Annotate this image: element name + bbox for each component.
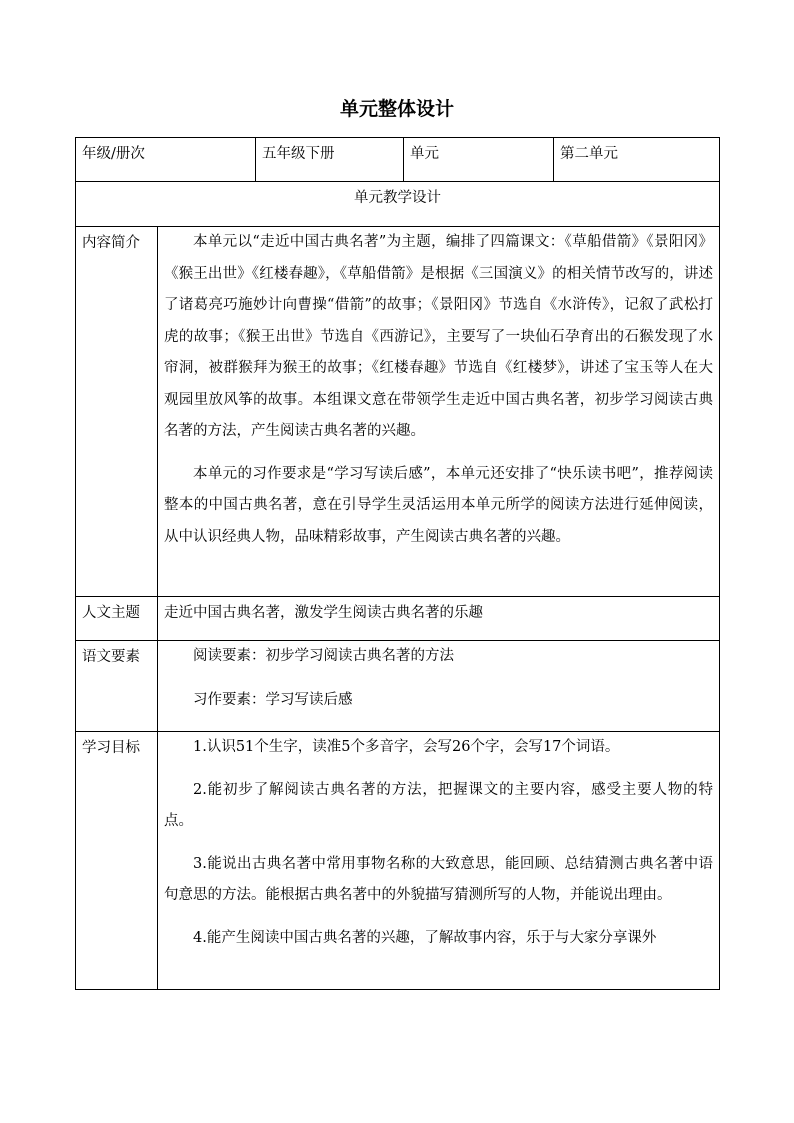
unit-value-cell [554, 138, 720, 182]
learning-goal-item: 1.认识51个生字，读准5个多音字，会写26个字，会写17个词语。 [193, 739, 620, 755]
content-intro-row [76, 227, 720, 597]
grade-value: 五年级下册 [262, 146, 335, 162]
grade-row [76, 138, 720, 182]
learning-goal-item: 2.能初步了解阅读古典名著的方法，把握课文的主要内容，感受主要人物的特点。 [164, 781, 714, 829]
unit-design-table [75, 137, 720, 990]
page-title: 单元整体设计 [339, 98, 454, 120]
content-intro-paragraph: 本单元以“走近中国古典名著”为主题，编排了四篇课文：《草船借箭》《景阳冈》《猴王出世》《红楼春趣》，《草船借箭》是根据《三国演义》的相关情节改写的，讲述了诸葛亮巧施妙计向曹操“借箭”的故事；《景阳冈》节选自《水浒传》，记叙了武松打虎的故事；《猴王出世》节选自《西游记》，主要写了一块仙石孕育出的石猴发现了水帘洞，被群猴拜为猴王的故事；《红楼春趣》节选自《红楼梦》，讲述了宝玉等人在大观园里放风筝的故事。本组课文意在带领学生走近中国古典名著，初步学习阅读古典名著的方法，产生阅读古典名著的兴趣。 [164, 234, 714, 439]
grade-label-cell [76, 138, 256, 182]
writing-element: 习作要素：学习写读后感 [193, 691, 353, 708]
humanistic-theme-label-cell [76, 597, 158, 641]
section-title-row [76, 182, 720, 227]
unit-label-cell [404, 138, 554, 182]
language-elements-text-cell [158, 641, 720, 732]
learning-goals-text-cell [158, 732, 720, 990]
humanistic-theme-label: 人文主题 [82, 605, 140, 621]
section-title-cell [76, 182, 720, 227]
humanistic-theme-row [76, 597, 720, 641]
humanistic-theme-text-cell [158, 597, 720, 641]
content-intro-label-cell [76, 227, 158, 597]
learning-goals-label-cell [76, 732, 158, 990]
content-intro-paragraph: 本单元的习作要求是“学习写读后感”，本单元还安排了“快乐读书吧”，推荐阅读整本的中国古典名著，意在引导学生灵活运用本单元所学的阅读方法进行延伸阅读，从中认识经典人物，品味精彩故事，产生阅读古典名著的兴趣。 [164, 465, 714, 545]
language-elements-row [76, 641, 720, 732]
learning-goals-label: 学习目标 [82, 740, 140, 756]
grade-label: 年级/册次 [82, 146, 145, 162]
learning-goal-item: 4.能产生阅读中国古典名著的兴趣，了解故事内容，乐于与大家分享课外 [193, 929, 657, 946]
reading-element: 阅读要素：初步学习阅读古典名著的方法 [193, 648, 454, 664]
learning-goal-item: 3.能说出古典名著中常用事物名称的大致意思，能回顾、总结猜测古典名著中语句意思的方法。能根据古典名著中的外貌描写猜测所写的人物，并能说出理由。 [164, 855, 714, 903]
unit-value: 第二单元 [560, 146, 619, 162]
humanistic-theme-text: 走近中国古典名著，激发学生阅读古典名著的乐趣 [164, 605, 483, 621]
content-intro-text-cell [158, 227, 720, 597]
language-elements-label: 语文要素 [82, 649, 140, 665]
learning-goals-row [76, 732, 720, 990]
unit-label: 单元 [410, 146, 440, 162]
section-title: 单元教学设计 [354, 190, 441, 206]
content-intro-label: 内容简介 [82, 235, 140, 251]
grade-value-cell [256, 138, 404, 182]
language-elements-label-cell [76, 641, 158, 732]
